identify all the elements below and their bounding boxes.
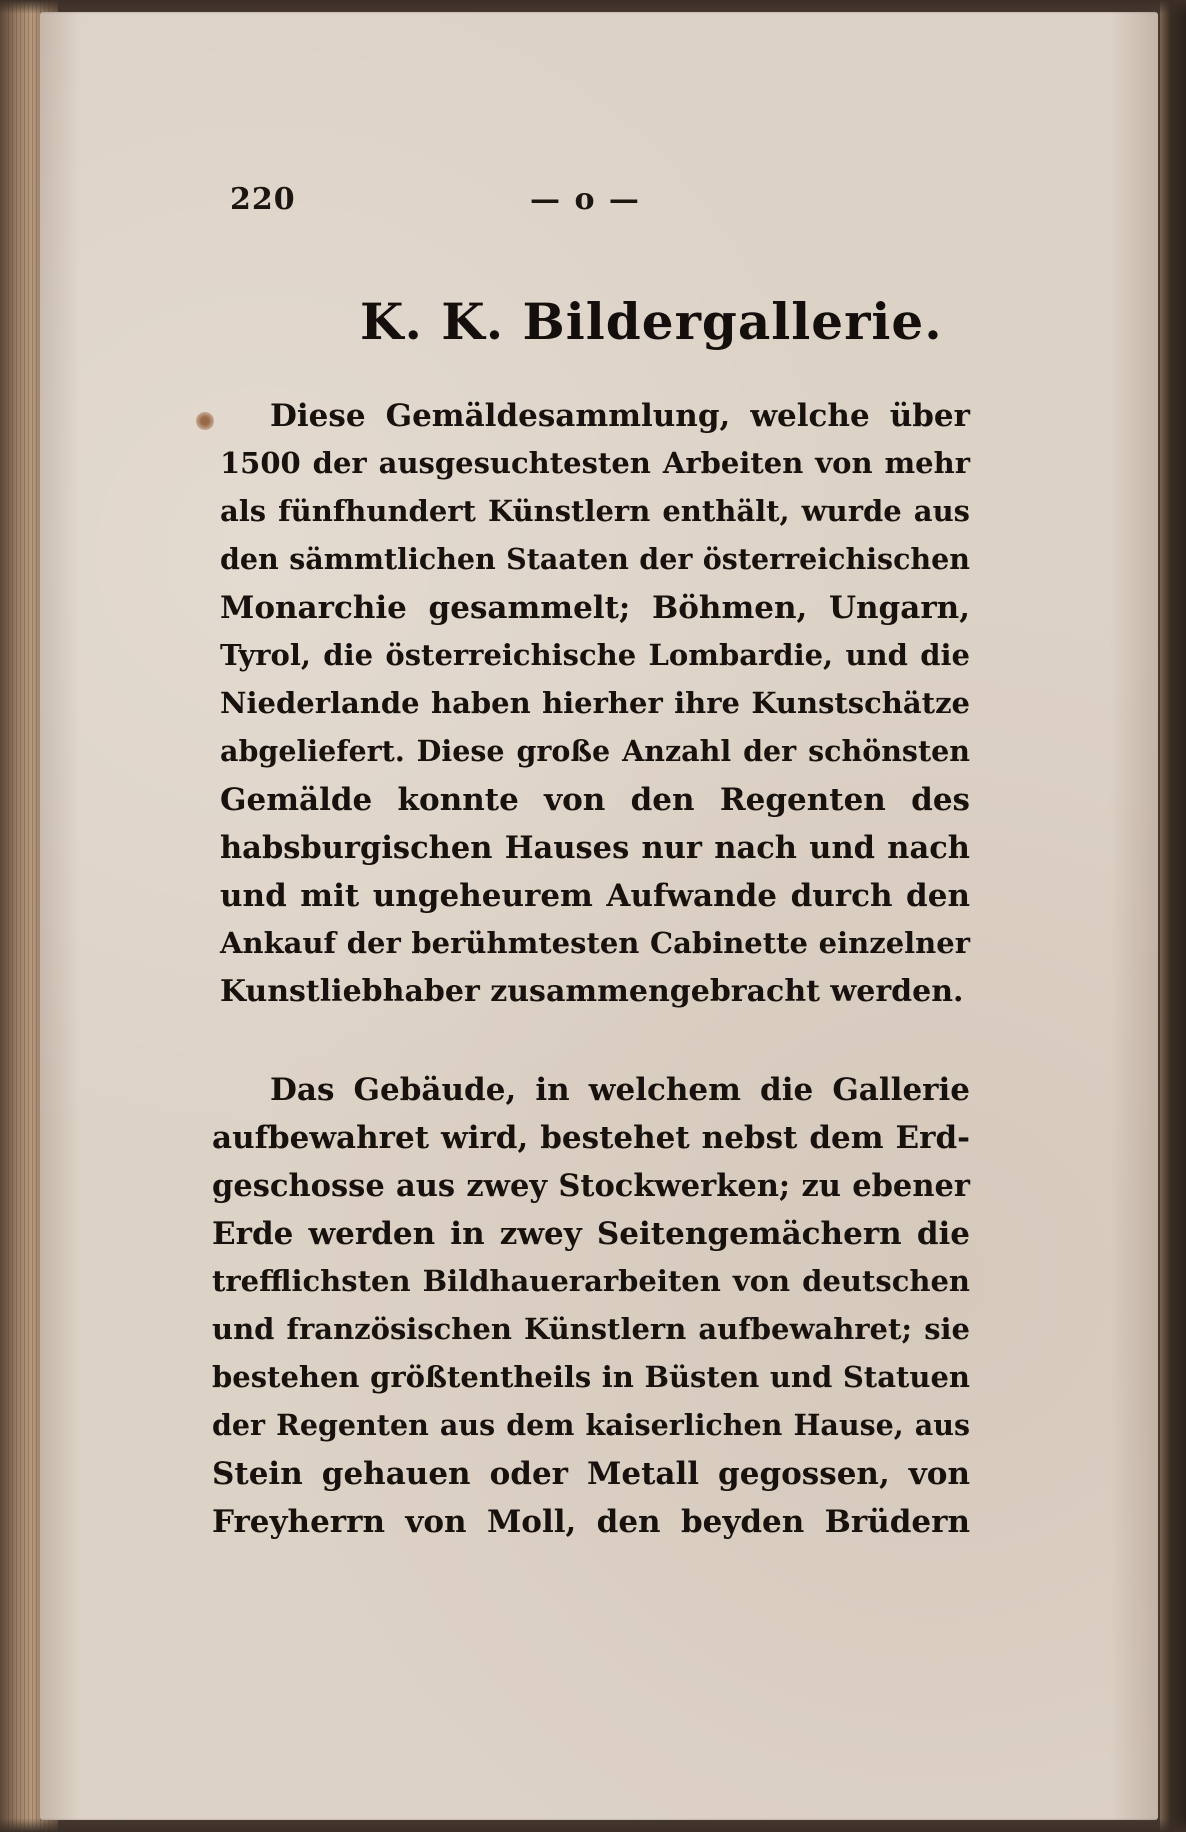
paragraph-2-line-2: aufbewahret wird, bestehet nebst dem Erd- xyxy=(212,1120,970,1156)
paragraph-1-line-7: Niederlande haben hierher ihre Kunstschätze xyxy=(220,686,970,720)
paragraph-1-line-13: Kunstliebhaber zusammengebracht werden. xyxy=(220,974,964,1009)
paragraph-2-line-4: Erde werden in zwey Seitengemächern die xyxy=(212,1216,970,1252)
section-title: K. K. Bildergallerie. xyxy=(360,292,943,351)
paragraph-2-line-6: und französischen Künstlern aufbewahret; sie xyxy=(212,1312,970,1346)
paper-stain xyxy=(196,412,214,430)
running-head xyxy=(230,182,690,222)
paragraph-1-line-10: habsburgischen Hauses nur nach und nach xyxy=(220,830,970,866)
paragraph-1-line-2: 1500 der ausgesuchtesten Arbeiten von mehr xyxy=(220,446,970,480)
paragraph-2-line-8: der Regenten aus dem kaiserlichen Hause, aus xyxy=(212,1408,970,1442)
paragraph-2-line-1: Das Gebäude, in welchem die Gallerie xyxy=(270,1072,970,1108)
paragraph-1-line-1: Diese Gemäldesammlung, welche über xyxy=(270,398,970,434)
paragraph-1-line-9: Gemälde konnte von den Regenten des xyxy=(220,782,970,818)
page-number: 220 xyxy=(230,182,296,217)
paragraph-1-line-5: Monarchie gesammelt; Böhmen, Ungarn, xyxy=(220,590,970,626)
paragraph-2-line-10: Freyherrn von Moll, den beyden Brüdern xyxy=(212,1504,970,1540)
paragraph-1-line-8: abgeliefert. Diese große Anzahl der schönsten xyxy=(220,734,970,768)
scan-bottom-shadow xyxy=(0,1818,1186,1832)
paragraph-1-line-4: den sämmtlichen Staaten der österreichischen xyxy=(220,542,970,576)
paragraph-1-line-11: und mit ungeheurem Aufwande durch den xyxy=(220,878,970,914)
paragraph-1-line-6: Tyrol, die österreichische Lombardie, und die xyxy=(220,638,970,672)
header-ornament: — o — xyxy=(530,182,641,217)
paragraph-1-line-3: als fünfhundert Künstlern enthält, wurde aus xyxy=(220,494,970,528)
paragraph-2-line-9: Stein gehauen oder Metall gegossen, von xyxy=(212,1456,970,1492)
paragraph-2-line-5: trefflichsten Bildhauerarbeiten von deutschen xyxy=(212,1264,970,1298)
scan-top-shadow xyxy=(0,0,1186,14)
book-cover-edge xyxy=(1160,0,1186,1832)
paragraph-1-line-12: Ankauf der berühmtesten Cabinette einzelner xyxy=(220,926,970,960)
paragraph-2-line-7: bestehen größtentheils in Büsten und Statuen xyxy=(212,1360,970,1394)
paragraph-2-line-3: geschosse aus zwey Stockwerken; zu ebener xyxy=(212,1168,970,1204)
